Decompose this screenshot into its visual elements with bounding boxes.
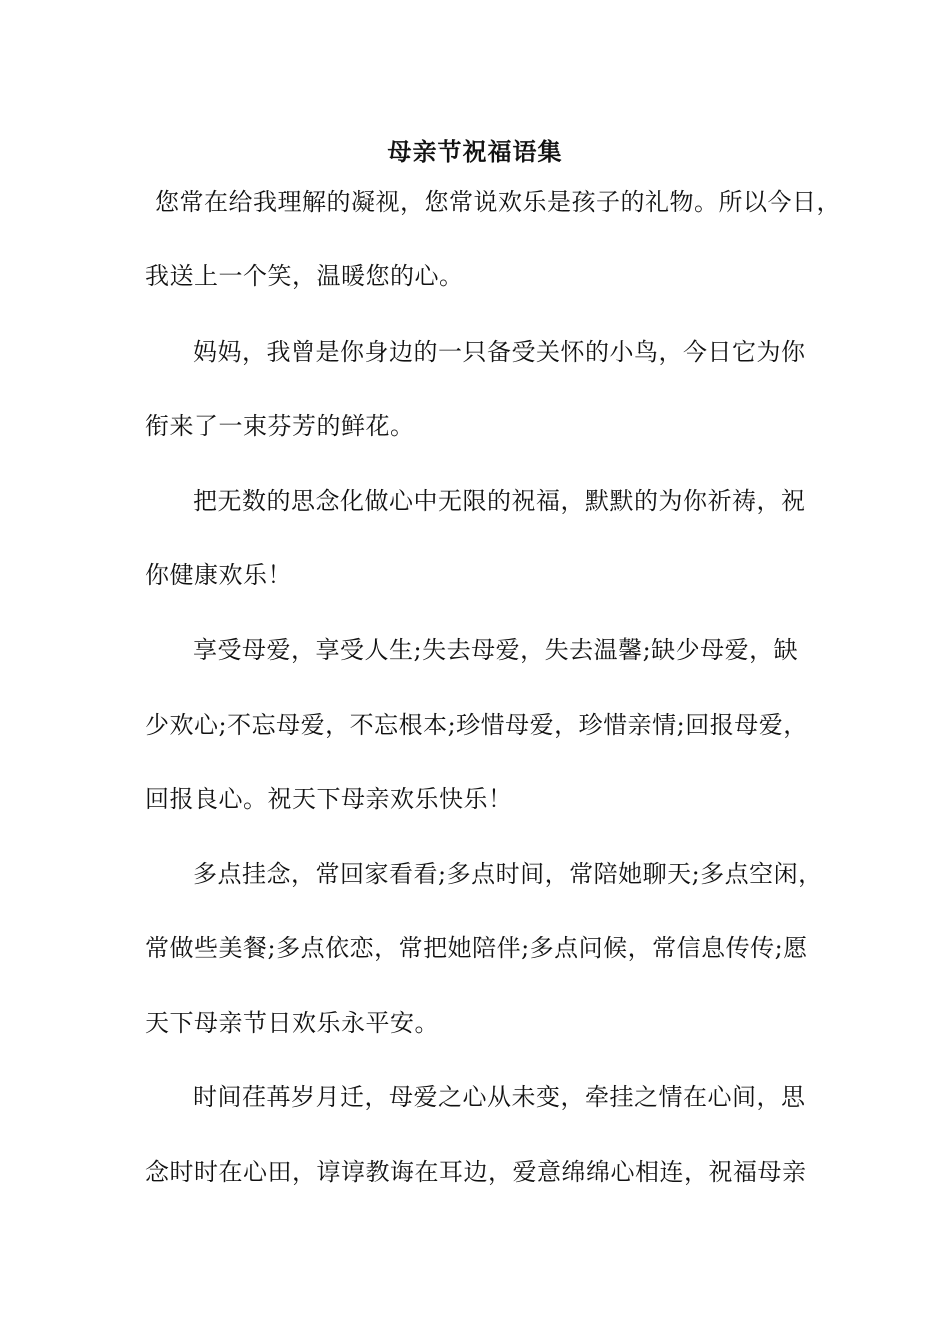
paragraph-3-line-2: 你健康欢乐！: [145, 561, 292, 589]
document-title: 母亲节祝福语集: [387, 137, 563, 166]
paragraph-4-line-2: 少欢心;不忘母爱，不忘根本;珍惜母爱，珍惜亲情;回报母爱，: [145, 711, 808, 739]
paragraph-1-line-2: 我送上一个笑，温暖您的心。: [145, 262, 464, 290]
paragraph-6-line-2: 念时时在心田，谆谆教诲在耳边，爱意绵绵心相连，祝福母亲: [145, 1158, 807, 1186]
paragraph-2-line-1: 妈妈，我曾是你身边的一只备受关怀的小鸟，今日它为你: [193, 338, 806, 366]
paragraph-5-line-2: 常做些美餐;多点依恋，常把她陪伴;多点问候，常信息传传;愿: [145, 934, 808, 962]
paragraph-5-line-3: 天下母亲节日欢乐永平安。: [145, 1009, 439, 1037]
paragraph-4-line-3: 回报良心。祝天下母亲欢乐快乐！: [145, 785, 513, 813]
paragraph-5-line-1: 多点挂念，常回家看看;多点时间，常陪她聊天;多点空闲，: [193, 860, 823, 888]
paragraph-1-line-1: 您常在给我理解的凝视，您常说欢乐是孩子的礼物。所以今日，: [155, 188, 841, 216]
paragraph-3-line-1: 把无数的思念化做心中无限的祝福，默默的为你祈祷，祝: [193, 487, 806, 515]
paragraph-2-line-2: 衔来了一束芬芳的鲜花。: [145, 412, 415, 440]
paragraph-4-line-1: 享受母爱，享受人生;失去母爱，失去温馨;缺少母爱，缺: [193, 636, 799, 664]
paragraph-6-line-1: 时间荏苒岁月迁，母爱之心从未变，牵挂之情在心间，思: [193, 1083, 806, 1111]
